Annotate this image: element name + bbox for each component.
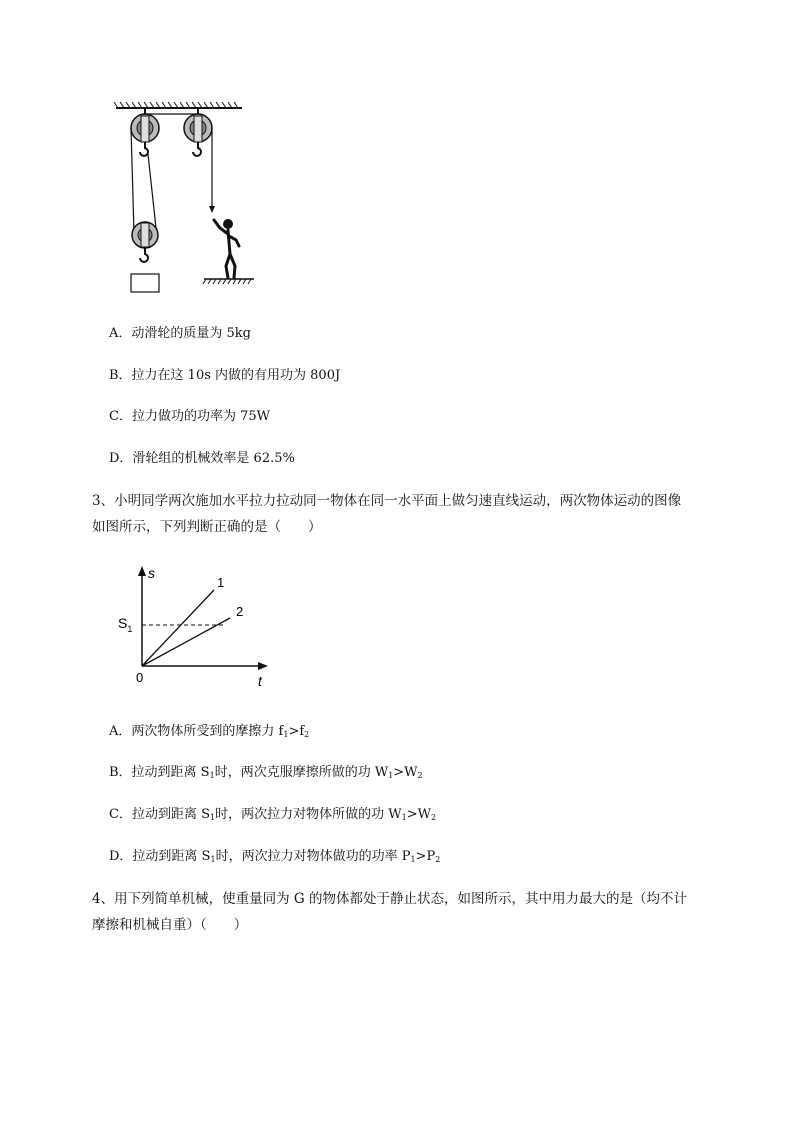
q2-option-d: D．滑轮组的机械效率是 62.5%: [109, 451, 295, 466]
person-figure: [214, 219, 239, 278]
weight-box: [131, 274, 159, 292]
y-axis-label: s: [148, 565, 155, 581]
x-axis-label: t: [258, 673, 262, 689]
q2-option-a: A．动滑轮的质量为 5kg: [109, 326, 251, 341]
ceiling-hatch: [114, 102, 242, 108]
s1-label: $S_1$: [118, 615, 133, 634]
origin-label: 0: [136, 670, 144, 685]
q3-stem: [92, 488, 742, 540]
q3-option-b: B．拉动到距离 $S_1$时，两次克服摩擦所做的功 $W_1>W_2$: [109, 765, 423, 780]
q4-stem: [92, 886, 742, 938]
fixed-pulley-right: [184, 108, 212, 156]
q4-stem-line-2: 摩擦和机械自重）（ ）: [92, 917, 248, 933]
q2-option-b: B．拉力在这 10s 内做的有用功为 800J: [109, 368, 341, 383]
q3-stem-line-2: 如图所示，下列判断正确的是（ ）: [92, 519, 322, 535]
q2-option-c: C．拉力做功的功率为 75W: [109, 409, 270, 424]
line-1-label: 1: [217, 575, 225, 590]
pulley-system-figure: [110, 98, 260, 298]
movable-pulley: [132, 222, 158, 262]
q3-option-c: C．拉动到距离 $S_1$时，两次拉力对物体所做的功 $W_1>W_2$: [109, 807, 437, 822]
q3-option-a: A．两次物体所受到的摩擦力 $f_1>f_2$: [109, 724, 310, 739]
q3-stem-line-1: 3、小明同学两次施加水平拉力拉动同一物体在同一水平面上做匀速直线运动，两次物体运动的图像: [92, 493, 682, 509]
q3-option-d: D．拉动到距离 $S_1$时，两次拉力对物体做功的功率 $P_1>P_2$: [109, 849, 441, 864]
s-t-graph: [112, 562, 282, 692]
line-2-label: 2: [236, 604, 244, 619]
q4-stem-line-1: 4、用下列简单机械，使重量同为 G 的物体都处于静止状态，如图所示，其中用力最大的是（均不计: [92, 891, 687, 907]
line-1: [142, 590, 214, 666]
ground-hatch: [203, 279, 254, 284]
fixed-pulley-left: [131, 108, 159, 156]
